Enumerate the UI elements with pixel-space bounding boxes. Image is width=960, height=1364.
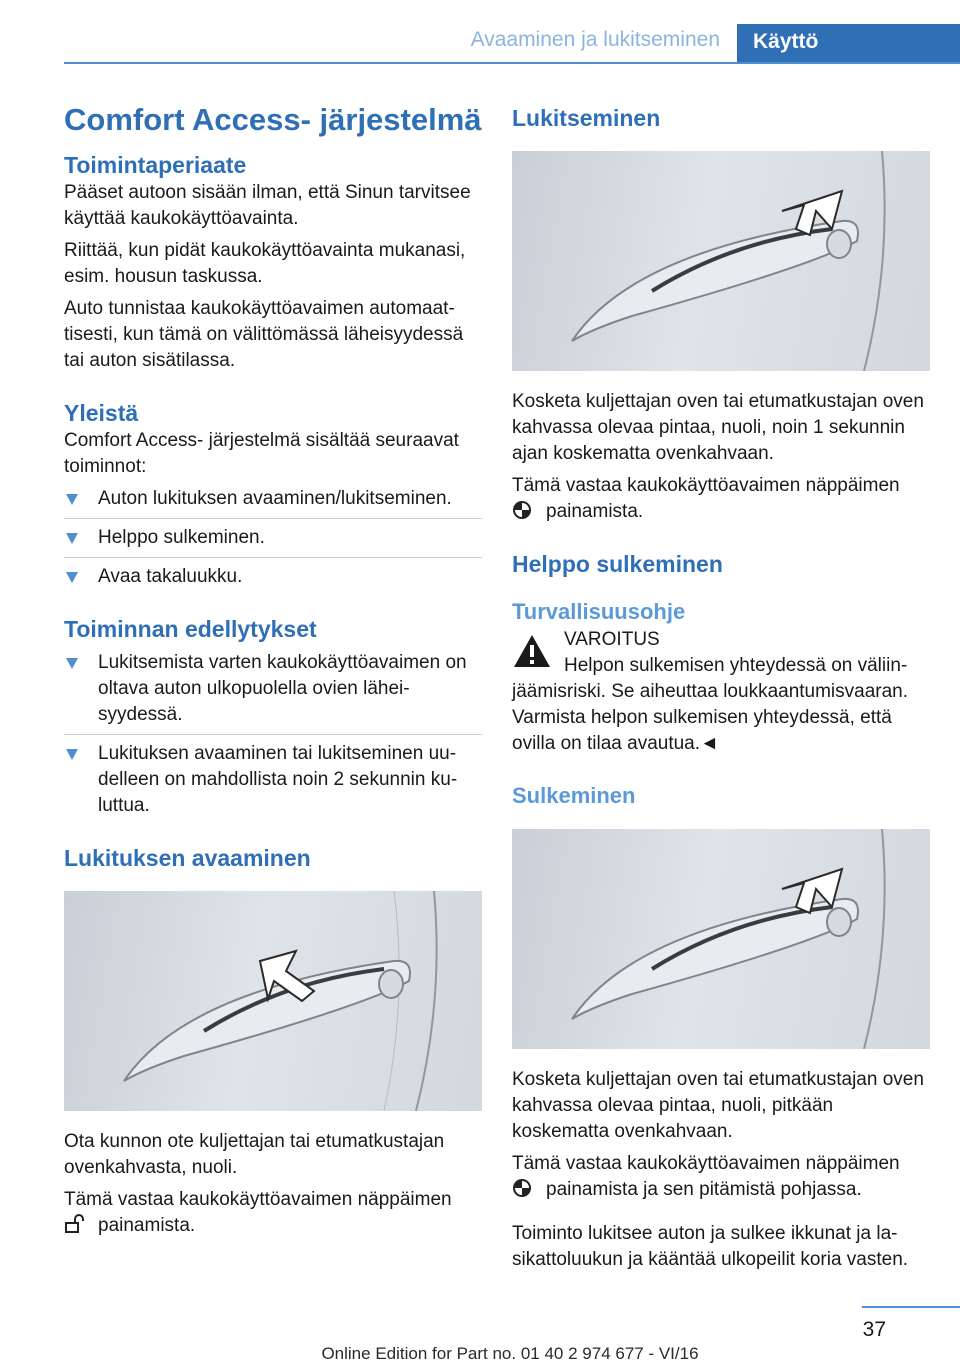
lock-paragraph-1: Kosketa kuljettajan oven tai etumatkustajan oven kahvassa olevaa pintaa, nuoli, noin 1 sekunnin ajan koskematta ovenkahvaan.: [512, 391, 924, 464]
unlock-paragraph-1: Ota kunnon ote kuljettajan tai etumatkustajan ovenkahvasta, nuoli.: [64, 1131, 445, 1178]
general-heading: Yleistä: [64, 400, 139, 426]
edition-footer: Online Edition for Part no. 01 40 2 974 677 - VI/16: [321, 1344, 699, 1363]
page-title: Comfort Access- järjestelmä: [64, 102, 482, 137]
bmw-logo-icon: [512, 500, 532, 520]
list-item: Lukituksen avaaminen tai lukitseminen uudelleen on mahdollista noin 2 sekunnin kuluttua.: [64, 735, 482, 825]
door-handle-closing-image: [512, 829, 930, 1049]
bmw-logo-icon: [512, 1178, 532, 1198]
door-handle-illustration: [512, 151, 930, 371]
lock-heading: Lukitseminen: [512, 105, 661, 131]
warning-triangle-icon: [512, 633, 552, 669]
unlock-paragraph-2: Tämä vastaa kaukokäyttöavaimen näppäimen painamista.: [64, 1189, 452, 1236]
lock-paragraph-2: Tämä vastaa kaukokäyttöavaimen näppäimen painamista.: [512, 475, 900, 522]
list-item: Avaa takaluukku.: [64, 558, 482, 596]
door-handle-unlock-image: [64, 891, 482, 1111]
page-number: 37: [862, 1318, 886, 1341]
closing-paragraph-2: Tämä vastaa kaukokäyttöavaimen näppäimen painamista ja sen pitämistä pohjassa.: [512, 1153, 900, 1200]
door-handle-lock-image: [512, 151, 930, 371]
unlock-heading: Lukituksen avaaminen: [64, 845, 311, 871]
safety-heading: Turvallisuusohje: [512, 599, 686, 624]
chapter-tab-label: Käyttö: [753, 30, 819, 53]
warning-text: Helpon sulkemisen yhteydessä on väliinjäämisriski. Se aiheuttaa loukkaantumisvaaran. Varmista helpon sulkemisen yhteydessä, että ovilla on tilaa avautua.◄: [512, 655, 909, 754]
unlock-icon: [64, 1214, 84, 1234]
door-handle-illustration: [64, 891, 482, 1111]
triangle-bullet-icon: [66, 749, 78, 760]
chapter-tab: [737, 24, 960, 64]
list-item: Lukitsemista varten kaukokäyttöavaimen on oltava auton ulkopuolella ovien läheisyydessä.: [64, 644, 482, 735]
triangle-bullet-icon: [66, 658, 78, 669]
principle-heading: Toimintaperiaate: [64, 152, 247, 178]
footer-rule: [862, 1306, 960, 1308]
requirements-heading: Toiminnan edellytykset: [64, 616, 317, 642]
closing-heading: Sulkeminen: [512, 783, 636, 808]
triangle-bullet-icon: [66, 533, 78, 544]
requirements-list: [64, 644, 482, 825]
left-column: [64, 100, 482, 1239]
principle-paragraph-3: Auto tunnistaa kaukokäyttöavaimen automaattisesti, kun tämä on välittömässä läheisyydessä tai auton sisätilassa.: [64, 298, 464, 371]
running-header-section: Avaaminen ja lukitseminen: [470, 28, 720, 51]
closing-paragraph-1: Kosketa kuljettajan oven tai etumatkustajan oven kahvassa olevaa pintaa, nuoli, pitkään koskematta ovenkahvaan.: [512, 1069, 924, 1142]
closing-paragraph-3: Toiminto lukitsee auton ja sulkee ikkunat ja lasikattoluukun ja kääntää ulkopeilit koria vasten.: [512, 1223, 909, 1270]
header-rule: [64, 62, 960, 64]
general-paragraph: Comfort Access- järjestelmä sisältää seuraavat toiminnot:: [64, 430, 459, 477]
principle-paragraph-1: Pääset autoon sisään ilman, että Sinun tarvitsee käyttää kaukokäyttöavainta.: [64, 182, 471, 229]
triangle-bullet-icon: [66, 494, 78, 505]
general-list: [64, 480, 482, 596]
right-column: [512, 100, 930, 1273]
principle-paragraph-2: Riittää, kun pidät kaukokäyttöavainta mukanasi, esim. housun taskussa.: [64, 240, 466, 287]
list-item: Helppo sulkeminen.: [64, 519, 482, 558]
list-item: Auton lukituksen avaaminen/lukitseminen.: [64, 480, 482, 519]
door-handle-illustration: [512, 829, 930, 1049]
warning-title: VAROITUS: [564, 629, 660, 650]
easy-close-heading: Helppo sulkeminen: [512, 551, 723, 577]
warning-block: [512, 627, 930, 653]
triangle-bullet-icon: [66, 572, 78, 583]
